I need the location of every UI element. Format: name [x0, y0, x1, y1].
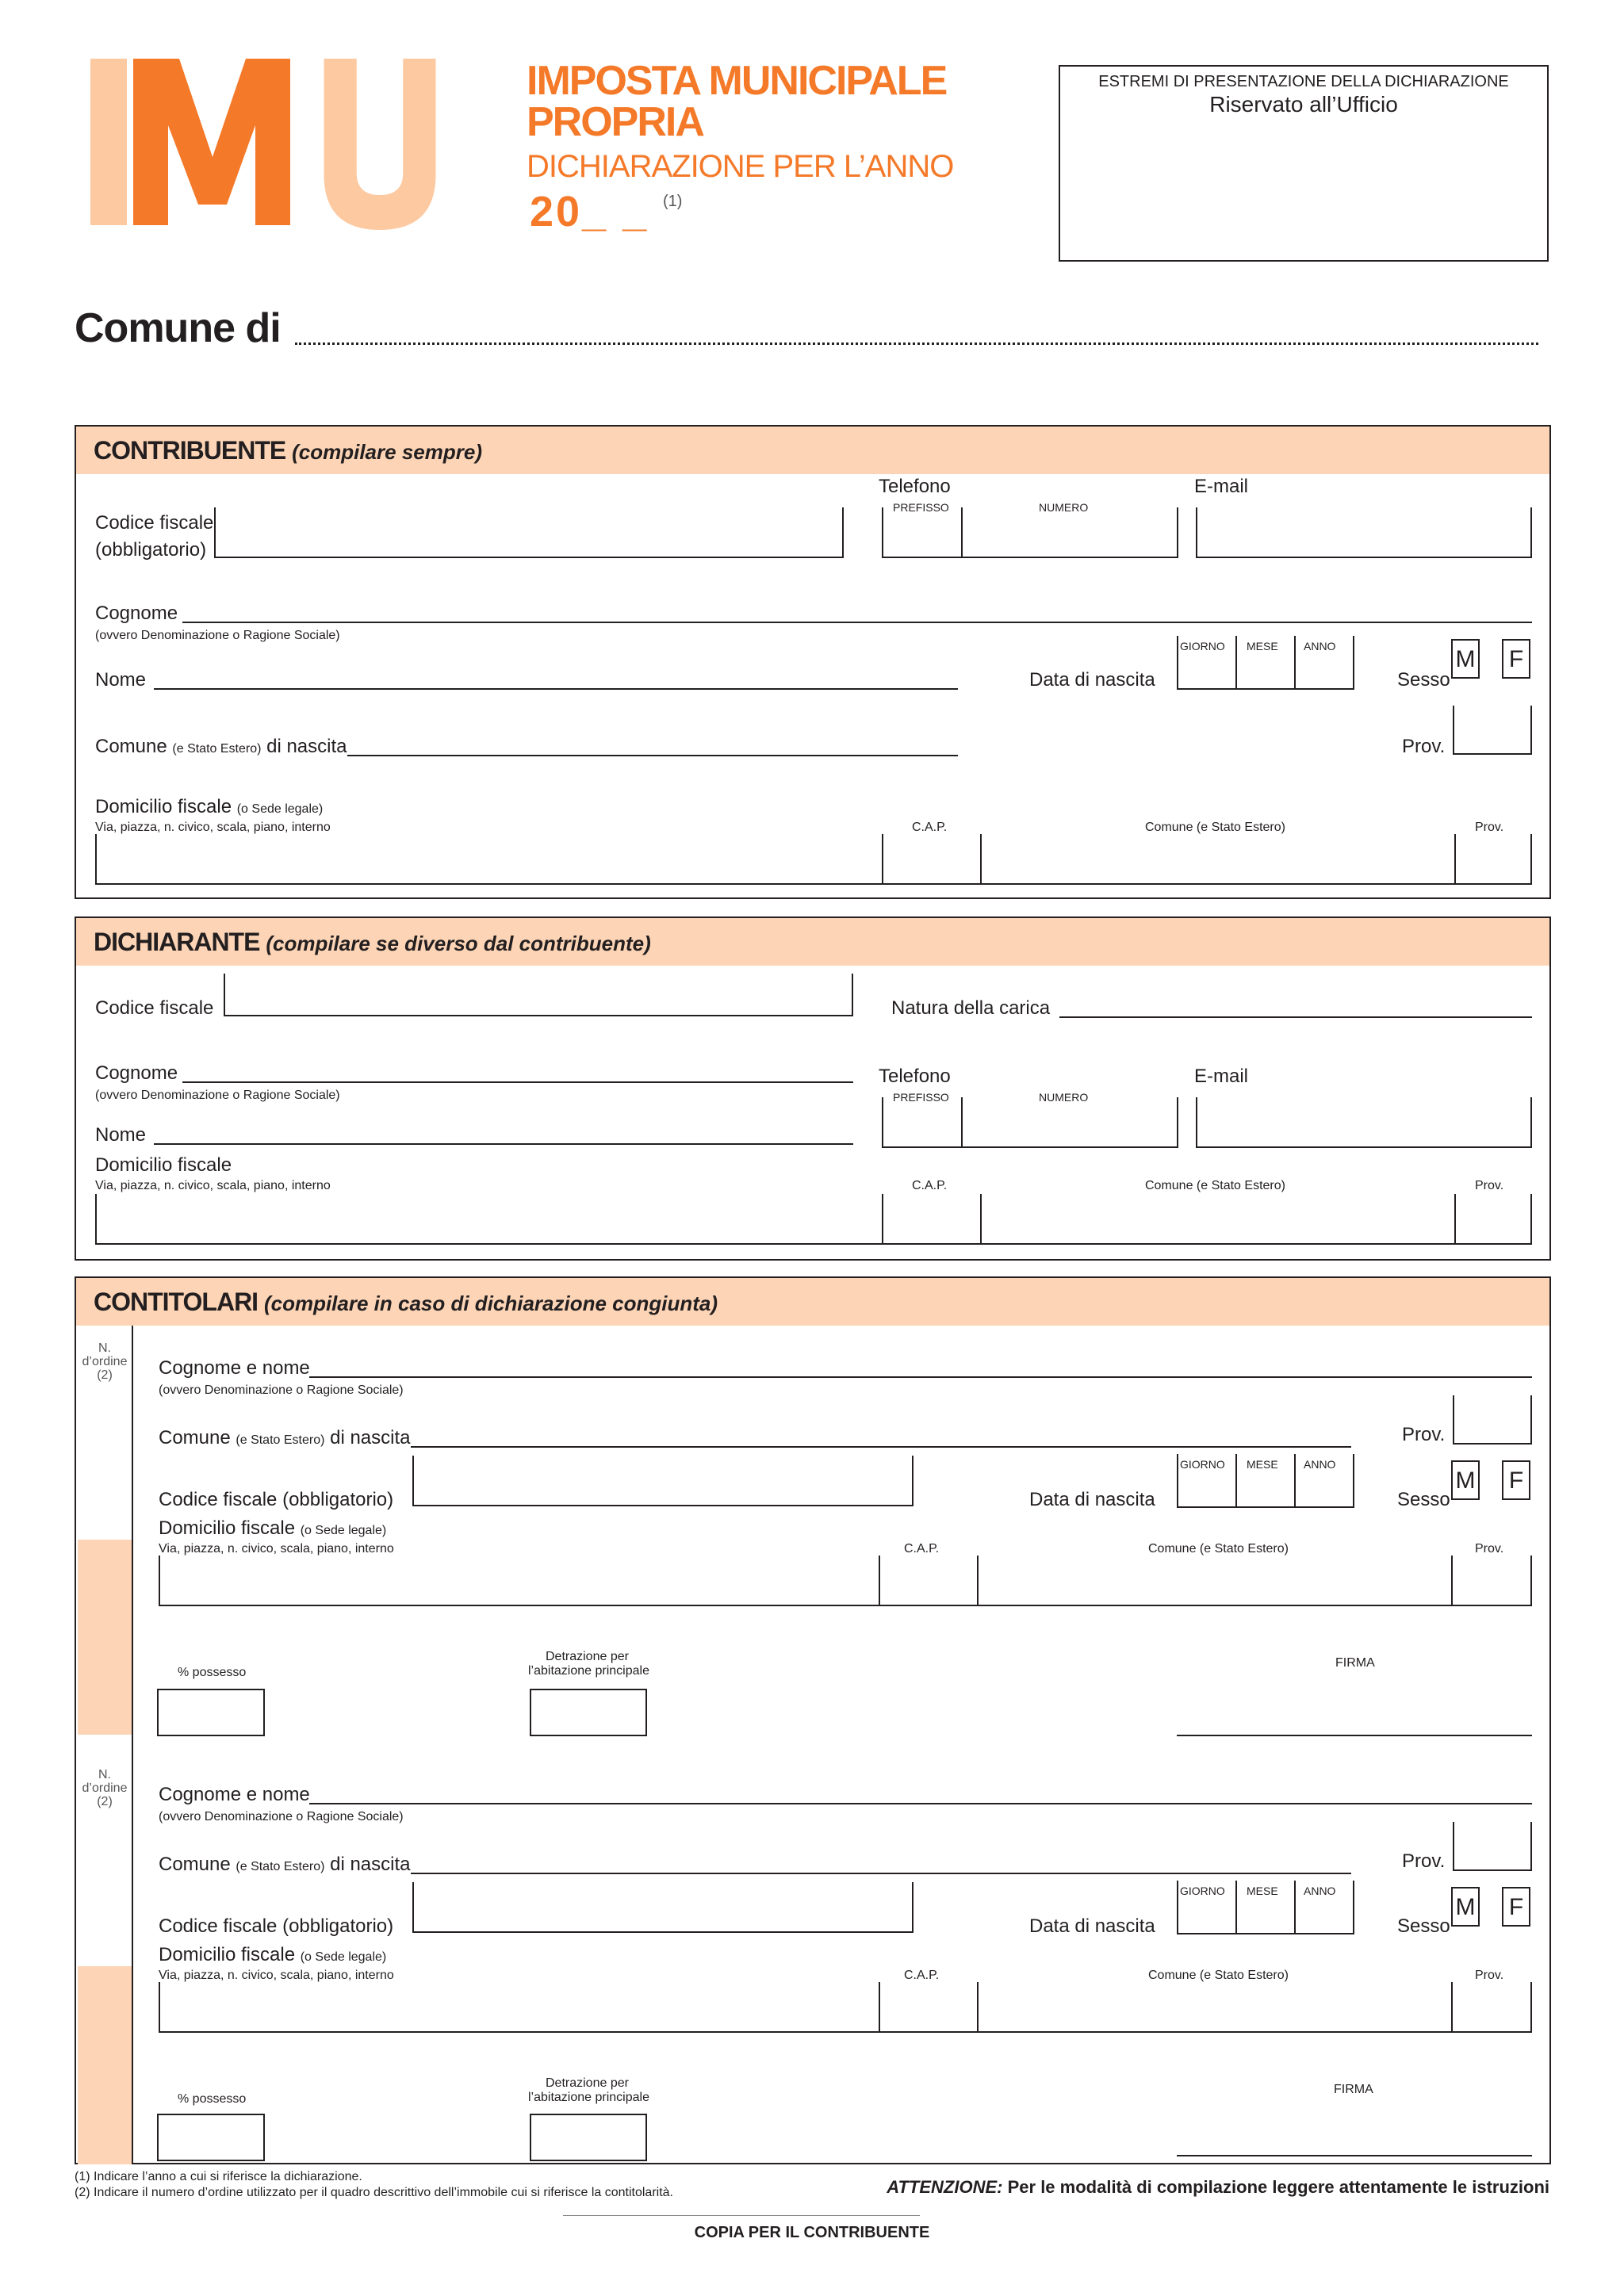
cont2-comune-estero-label: Comune (e Stato Estero)	[1148, 1969, 1289, 1982]
cont2-detrazione-field[interactable]	[530, 2114, 647, 2161]
dich-nome-label: Nome	[95, 1124, 147, 1146]
comune-input[interactable]	[295, 342, 1538, 345]
telefono-field[interactable]	[882, 507, 1178, 558]
sesso-m-box[interactable]: M	[1451, 639, 1480, 679]
cognome-label: Cognome	[95, 603, 178, 624]
office-reserved-box	[1059, 65, 1549, 262]
dichiarante-title: DICHIARANTE	[94, 928, 260, 956]
cont2-sesso-label: Sesso	[1397, 1915, 1450, 1937]
year-field[interactable]: 20_ _	[530, 188, 649, 235]
dich-prefisso-label: PREFISSO	[893, 1091, 949, 1104]
cont2-cognome-field[interactable]	[309, 1803, 1532, 1804]
cont1-data-field[interactable]	[1177, 1454, 1354, 1508]
attenzione-label: ATTENZIONE:	[887, 2177, 1003, 2197]
cont1-anno: ANNO	[1304, 1458, 1336, 1471]
contribuente-header	[76, 427, 1549, 474]
attenzione-note	[887, 2179, 1549, 2196]
dich-email-field[interactable]	[1196, 1097, 1532, 1148]
comune-nascita-a: Comune	[95, 736, 167, 757]
cf-label: Codice fiscale	[95, 512, 214, 534]
cont2-cap-label: C.A.P.	[904, 1969, 940, 1982]
data-nascita-label: Data di nascita	[1029, 669, 1155, 691]
subtitle-anno: DICHIARAZIONE PER L’ANNO	[527, 149, 954, 184]
cont1-comune-estero-label: Comune (e Stato Estero)	[1148, 1542, 1289, 1556]
attenzione-text: Per le modalità di compilazione leggere attentamente le istruzioni	[1007, 2177, 1549, 2197]
comune-estero-label: Comune (e Stato Estero)	[1145, 821, 1285, 834]
cont2-firma-field[interactable]	[1177, 2155, 1532, 2156]
cont1-cap-label: C.A.P.	[904, 1542, 940, 1556]
domicilio-note: (o Sede legale)	[236, 802, 324, 816]
cont2-anno: ANNO	[1304, 1885, 1336, 1897]
prov-field[interactable]	[1453, 706, 1532, 755]
cont2-cf-field[interactable]	[412, 1882, 914, 1933]
cont1-cf-field[interactable]	[412, 1456, 914, 1506]
dich-cognome-label: Cognome	[95, 1062, 178, 1084]
cont2-giorno: GIORNO	[1180, 1885, 1225, 1897]
natura-carica-field[interactable]	[1059, 1016, 1532, 1018]
sesso-f-box[interactable]: F	[1502, 639, 1530, 679]
cont2-prov-field[interactable]	[1453, 1822, 1532, 1871]
footnote-2: (2) Indicare il numero d’ordine utilizzato per il quadro descrittivo dell’immobile cui si riferisce la contitolarità.	[75, 2186, 673, 2199]
email-label: E-mail	[1194, 476, 1249, 497]
cont2-data-label: Data di nascita	[1029, 1915, 1155, 1937]
domicilio-text: Domicilio fiscale	[95, 796, 232, 817]
comune-nascita-b: (e Stato Estero)	[172, 742, 262, 756]
cont2-domicilio-label: Domicilio fiscale (o Sede legale)	[159, 1944, 387, 1965]
cont1-prov-field[interactable]	[1453, 1395, 1532, 1445]
year-footnote-ref: (1)	[663, 193, 683, 210]
comune-label: Comune di	[75, 305, 281, 351]
imu-logo	[86, 22, 498, 236]
cont1-domicilio-label: Domicilio fiscale (o Sede legale)	[159, 1517, 387, 1539]
cont2-detrazione-label2: l’abitazione principale	[528, 2091, 649, 2104]
title-line1: IMPOSTA MUNICIPALE	[527, 58, 947, 104]
cont2-cf-label: Codice fiscale (obbligatorio)	[159, 1915, 394, 1937]
contribuente-subtitle: (compilare sempre)	[292, 440, 482, 464]
cont1-cognome-field[interactable]	[309, 1376, 1532, 1378]
cognome-note: (ovvero Denominazione o Ragione Sociale)	[95, 629, 340, 642]
cont2-possesso-label: % possesso	[178, 2092, 247, 2106]
cont1-detrazione-field[interactable]	[530, 1689, 647, 1736]
contitolari-section	[75, 1276, 1551, 2164]
dichiarante-header	[76, 918, 1549, 966]
copia-contribuente: COPIA PER IL CONTRIBUENTE	[694, 2224, 930, 2241]
cont1-cognome-note: (ovvero Denominazione o Ragione Sociale)	[159, 1383, 404, 1397]
comune-nascita-field[interactable]	[347, 755, 958, 756]
cont1-sesso-m[interactable]: M	[1451, 1460, 1480, 1500]
via-label: Via, piazza, n. civico, scala, piano, interno	[95, 821, 331, 834]
ordine-shade-2	[78, 1966, 132, 2164]
cont1-firma-label: FIRMA	[1335, 1656, 1375, 1670]
sesso-label: Sesso	[1397, 669, 1450, 691]
cont2-prov-label: Prov.	[1402, 1850, 1446, 1872]
cf-field[interactable]	[214, 507, 844, 558]
mese-label: MESE	[1247, 640, 1278, 652]
cont2-via-label: Via, piazza, n. civico, scala, piano, interno	[159, 1969, 394, 1982]
dich-telefono-field[interactable]	[882, 1097, 1178, 1148]
dich-prov-small-label: Prov.	[1475, 1179, 1504, 1192]
email-field[interactable]	[1196, 507, 1532, 558]
anno-label: ANNO	[1304, 640, 1336, 652]
cont1-cognome-label: Cognome e nome	[159, 1357, 310, 1379]
numero-label: NUMERO	[1039, 501, 1089, 514]
dich-via-label: Via, piazza, n. civico, scala, piano, interno	[95, 1179, 331, 1192]
ordine-label-2: N. d’ordine (2)	[82, 1768, 128, 1808]
cont1-data-label: Data di nascita	[1029, 1489, 1155, 1510]
dich-numero-label: NUMERO	[1039, 1091, 1089, 1104]
contribuente-section	[75, 425, 1551, 899]
cont2-prov-small: Prov.	[1475, 1969, 1504, 1982]
cap-label: C.A.P.	[912, 821, 948, 834]
contitolari-header	[76, 1278, 1549, 1326]
cont1-possesso-field[interactable]	[157, 1689, 265, 1736]
ordine-column-divider	[132, 1326, 133, 2164]
cont2-comune-field[interactable]	[411, 1873, 1351, 1874]
natura-carica-label: Natura della carica	[891, 997, 1051, 1019]
cont1-via-label: Via, piazza, n. civico, scala, piano, interno	[159, 1542, 394, 1556]
cont2-mese: MESE	[1247, 1885, 1278, 1897]
contitolari-title: CONTITOLARI	[94, 1288, 259, 1316]
cont2-possesso-field[interactable]	[157, 2114, 265, 2161]
ordine-label-1: N. d’ordine (2)	[82, 1341, 128, 1382]
dich-comune-estero-label: Comune (e Stato Estero)	[1145, 1179, 1285, 1192]
cont2-comune-label: Comune (e Stato Estero) di nascita	[159, 1854, 411, 1875]
cont1-mese: MESE	[1247, 1458, 1278, 1471]
dich-email-label: E-mail	[1194, 1066, 1249, 1087]
cont1-comune-label: Comune (e Stato Estero) di nascita	[159, 1427, 411, 1448]
nome-field[interactable]	[154, 688, 958, 690]
cont1-giorno: GIORNO	[1180, 1458, 1225, 1471]
dich-cognome-field[interactable]	[182, 1081, 853, 1083]
cont1-firma-field[interactable]	[1177, 1735, 1532, 1736]
dich-cognome-note: (ovvero Denominazione o Ragione Sociale)	[95, 1089, 340, 1102]
domicilio-field[interactable]	[95, 834, 1532, 885]
telefono-label: Telefono	[879, 476, 951, 497]
office-box-title: ESTREMI DI PRESENTAZIONE DELLA DICHIARAZIONE	[1098, 73, 1509, 90]
prefisso-label: PREFISSO	[893, 501, 949, 514]
dich-cf-label: Codice fiscale	[95, 997, 214, 1019]
cont2-domicilio-field[interactable]	[159, 1982, 1532, 2033]
nome-label: Nome	[95, 669, 147, 691]
cont1-prov-small: Prov.	[1475, 1542, 1504, 1556]
cont1-detrazione-label1: Detrazione per	[546, 1650, 629, 1663]
title-line2: PROPRIA	[527, 99, 703, 145]
contribuente-title: CONTRIBUENTE	[94, 436, 286, 465]
prov-small-label: Prov.	[1475, 821, 1504, 834]
dich-nome-field[interactable]	[154, 1143, 853, 1145]
cont2-cognome-note: (ovvero Denominazione o Ragione Sociale)	[159, 1810, 404, 1823]
dich-domicilio-label: Domicilio fiscale	[95, 1154, 232, 1176]
cont1-sesso-f[interactable]: F	[1502, 1460, 1530, 1500]
office-box-subtitle: Riservato all’Ufficio	[1209, 92, 1398, 117]
cognome-field[interactable]	[182, 622, 1532, 623]
dichiarante-subtitle: (compilare se diverso dal contribuente)	[266, 932, 651, 955]
cf-obbligatorio: (obbligatorio)	[95, 539, 207, 561]
cont1-sesso-label: Sesso	[1397, 1489, 1450, 1510]
cont2-firma-label: FIRMA	[1334, 2083, 1373, 2096]
cont1-comune-field[interactable]	[411, 1446, 1351, 1448]
domicilio-label	[95, 798, 323, 817]
cont1-prov-label: Prov.	[1402, 1424, 1446, 1445]
cont1-domicilio-field[interactable]	[159, 1556, 1532, 1606]
cont1-detrazione-label2: l’abitazione principale	[528, 1664, 649, 1678]
footnote-1: (1) Indicare l’anno a cui si riferisce la dichiarazione.	[75, 2170, 362, 2183]
ordine-shade-1	[78, 1540, 132, 1735]
contitolari-subtitle: (compilare in caso di dichiarazione congiunta)	[263, 1292, 718, 1315]
cont2-sesso-f[interactable]: F	[1502, 1887, 1530, 1927]
comune-nascita-label	[95, 737, 347, 756]
dich-cf-field[interactable]	[224, 974, 853, 1016]
dichiarante-section	[75, 916, 1551, 1261]
giorno-label: GIORNO	[1180, 640, 1225, 652]
cont2-detrazione-label1: Detrazione per	[546, 2076, 629, 2090]
dich-telefono-label: Telefono	[879, 1066, 951, 1087]
cont2-data-field[interactable]	[1177, 1881, 1354, 1934]
cont1-cf-label: Codice fiscale (obbligatorio)	[159, 1489, 394, 1510]
prov-label: Prov.	[1402, 736, 1446, 757]
dich-cap-label: C.A.P.	[912, 1179, 948, 1192]
comune-nascita-c: di nascita	[266, 736, 347, 757]
cont1-possesso-label: % possesso	[178, 1666, 247, 1679]
cont2-cognome-label: Cognome e nome	[159, 1784, 310, 1805]
data-nascita-field[interactable]	[1177, 636, 1354, 690]
footer-rule	[563, 2215, 920, 2216]
dich-domicilio-field[interactable]	[95, 1194, 1532, 1245]
cont2-sesso-m[interactable]: M	[1451, 1887, 1480, 1927]
